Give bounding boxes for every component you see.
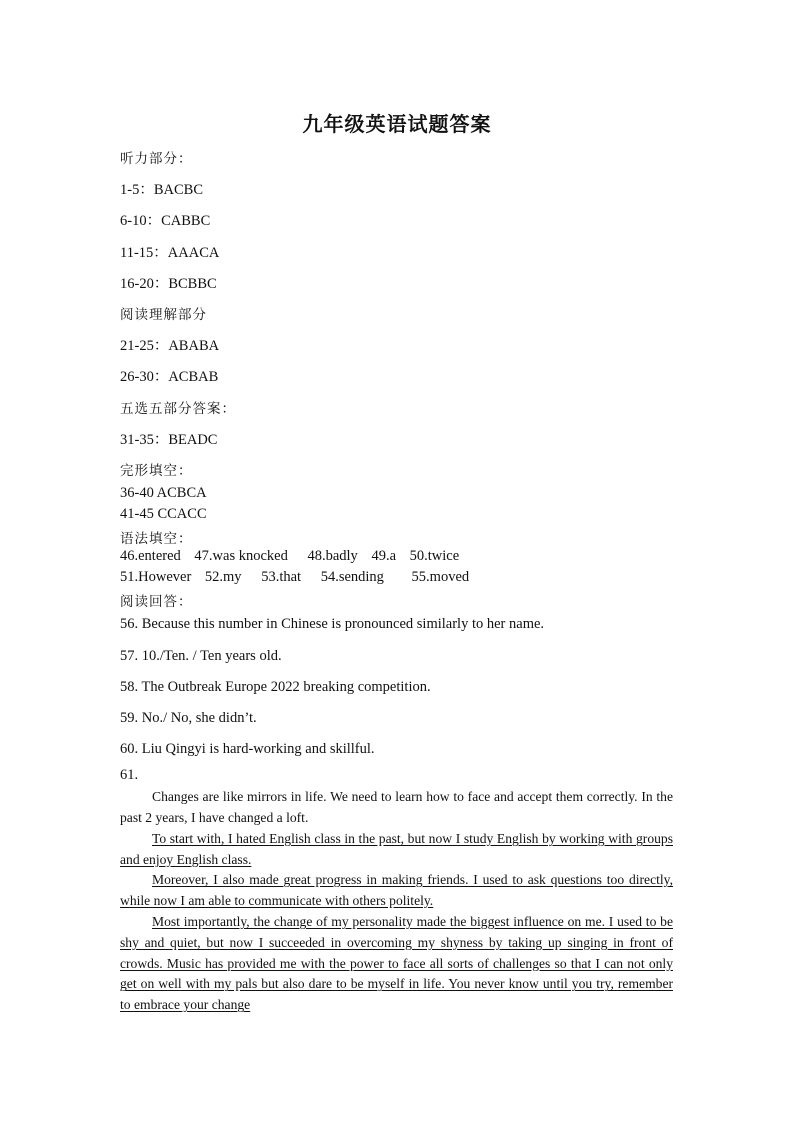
grammar-answer: 52.my: [204, 569, 242, 585]
grammar-answer: 47.was knocked: [194, 548, 288, 564]
answer-59: 59. No./ No, she didn’t.: [120, 710, 257, 726]
essay-paragraph-3: Moreover, I also made great progress in making friends. I used to ask questions too directly, while now I am able to communicate with others politely.: [120, 872, 673, 908]
cloze-label: 完形填空：: [120, 463, 193, 479]
answer-56: 56. Because this number in Chinese is pronounced similarly to her name.: [120, 616, 545, 632]
answer-57: 57. 10./Ten. / Ten years old.: [120, 648, 282, 664]
answer-line-6-10: 6-10：CABBC: [120, 213, 211, 229]
grammar-answer: 46.entered: [120, 548, 181, 564]
reading-label: 阅读理解部分: [120, 307, 207, 323]
answer-line-36-40: 36-40 ACBCA: [120, 485, 207, 501]
grammar-label: 语法填空：: [120, 531, 193, 547]
grammar-row-1: [120, 548, 469, 565]
answer-line-11-15: 11-15：AAACA: [120, 245, 220, 261]
essay-paragraph-4: Most importantly, the change of my personality made the biggest influence on me. I used to be shy and quiet, but now I succeeded in overcoming my shyness by taking up singing in front of crowds. Music has provided me with the power to face all sorts of challenges so that I can not only get on well with my pals but also dare to be myself in life. You never know until you try, remember to embrace your change: [120, 914, 673, 1013]
grammar-answer: 54.sending: [320, 569, 384, 585]
answer-line-16-20: 16-20：BCBBC: [120, 276, 217, 292]
grammar-answer: 55.moved: [411, 569, 470, 585]
page-title: 九年级英语试题答案: [302, 112, 492, 136]
grammar-answer: 53.that: [261, 569, 302, 585]
answer-60: 60. Liu Qingyi is hard-working and skillful.: [120, 741, 375, 757]
grammar-answer: 48.badly: [307, 548, 358, 564]
answer-58: 58. The Outbreak Europe 2022 breaking competition.: [120, 679, 431, 695]
grammar-answer: 50.twice: [409, 548, 460, 564]
grammar-answer: 49.a: [371, 548, 396, 564]
essay-paragraph-1: Changes are like mirrors in life. We need to learn how to face and accept them correctly. In the past 2 years, I have changed a loft.: [120, 789, 673, 825]
listening-label: 听力部分：: [120, 151, 193, 167]
seven-five-label: 五选五部分答案：: [120, 401, 236, 417]
essay-paragraph-2: To start with, I hated English class in the past, but now I study English by working with groups and enjoy English class.: [120, 831, 673, 867]
grammar-answer: 51.However: [120, 569, 192, 585]
grammar-row-2: [120, 569, 479, 586]
answer-line-26-30: 26-30：ACBAB: [120, 369, 219, 385]
reading-answers-label: 阅读回答：: [120, 594, 193, 610]
answer-line-31-35: 31-35：BEADC: [120, 432, 218, 448]
answer-line-1-5: 1-5：BACBC: [120, 182, 203, 198]
answer-line-41-45: 41-45 CCACC: [120, 506, 207, 522]
answer-line-21-25: 21-25：ABABA: [120, 338, 220, 354]
question-61-label: 61.: [120, 767, 139, 783]
